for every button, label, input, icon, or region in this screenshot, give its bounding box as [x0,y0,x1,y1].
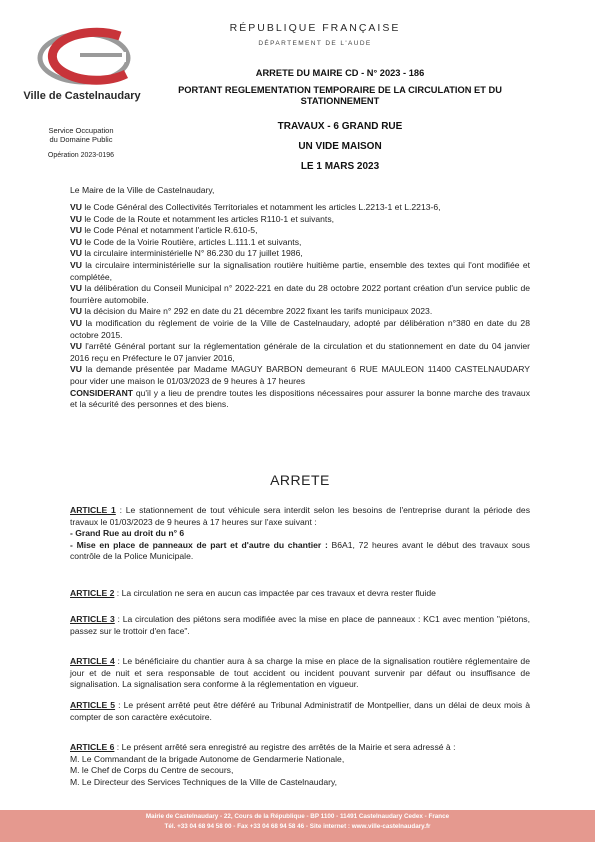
works-date: LE 1 MARS 2023 [300,161,380,172]
text-span: la modification du règlement de voirie de la Ville de Castelnaudary, adopté par délibération n°380 en date du 28 octobre 2015. [70,317,530,340]
text-span: la circulaire interministérielle sur la signalisation routière huitième partie, ensemble des textes qui l'ont modifiée et complétée, [70,259,530,282]
article-1-item: - Grand Rue au droit du n° 6 [70,528,185,539]
vu-item [70,283,530,306]
text-span: l'arrêté Général portant sur la réglementation générale de la circulation et du stationnement en date du 04 janvier 2016 reçu en Préfecture le 07 janvier 2016, [70,341,530,363]
text-span: le Code Pénal et notamment l'article R.610-5, [81,225,258,236]
recipient: M. le Chef de Corps du Centre de secours, [70,765,234,776]
vu-item [70,341,530,364]
vu-item [70,214,530,226]
service-line-2: du Domaine Public [49,135,113,144]
text-span: qu'il y a lieu de prendre toutes les dispositions nécessaires pour assurer la bonne marche des travaux et la sécurité des personnes et des biens. [70,387,530,410]
text-span: : La circulation ne sera en aucun cas impactée par ces travaux et devra rester fluide [114,588,436,598]
text-span: B6A1, 72 heures avant le début des travaux sous contrôle de la Police Municipale. [70,539,530,562]
text-span: la circulaire interministérielle N° 86.230 du 17 juillet 1986, [81,248,303,259]
footer-contact: Tél. +33 04 68 94 58 00 - Fax +33 04 68 94 58 46 - Site internet : www.ville-castelnaudary.fr [164,823,431,830]
article-4 [70,656,530,691]
text-span: VU [70,202,82,212]
footer-address: Mairie de Castelnaudary - 22, Cours de la République - BP 1100 - 11491 Castelnaudary Cedex - France [145,813,450,820]
text-span: la délibération du Conseil Municipal n° 2022-221 en date du 28 octobre 2022 portant création d'un service public de fourrière automobile. [70,283,530,305]
text-span: : Le présent arrêté peut être déféré au Tribunal Administratif de Montpellier, dans un délai de deux mois à compter de son caractère exécutoire. [70,700,530,722]
department-heading: DÉPARTEMENT DE L'AUDE [258,40,372,47]
vu-item [70,248,530,260]
text-span: VU [70,306,82,317]
republic-heading: RÉPUBLIQUE FRANÇAISE [229,22,401,34]
works-description: UN VIDE MAISON [298,141,382,152]
works-location: TRAVAUX - 6 GRAND RUE [277,121,403,132]
article-2 [70,588,530,600]
vu-item [70,306,530,318]
text-span: VU [70,236,82,247]
arrete-heading: ARRETE [270,472,330,488]
city-name: Ville de Castelnaudary [23,90,141,102]
article-1 [70,505,530,563]
mayor-intro: Le Maire de la Ville de Castelnaudary, [70,185,215,195]
vu-item [70,237,530,249]
text-span: le Code Général des Collectivités Territoriales et notamment les articles L.2213-1 et L.2213-6, [81,202,441,212]
vu-item [70,225,530,237]
article-2-label: ARTICLE 2 [70,588,115,598]
text-span: la décision du Maire n° 292 en date du 21 décembre 2022 fixant les tarifs municipaux 2023. [81,306,433,317]
text-span: : Le bénéficiaire du chantier aura à sa charge la mise en place de la signalisation routière réglementaire de jour et de nuit et sera responsable de tout accident ou incident pouvant survenir par défaut ou insuffisance de signalisation. La signalisation sera conforme à la réglementation en vigueur. [70,656,530,690]
text-span: - Mise en place de panneaux de part et d'autre du chantier : [70,539,328,550]
vu-list [70,202,530,411]
article-6 [70,742,530,788]
text-span: la demande présentée par Madame MAGUY BARBON demeurant 6 RUE MAULEON 11400 CASTELNAUDARY pour vider une maison le 01/03/2023 de 9 heures à 17 heures [70,364,530,386]
recipient: M. Le Commandant de la brigade Autonome de Gendarmerie Nationale, [70,753,345,764]
text-span: VU [70,317,82,328]
text-span: VU [70,283,82,294]
vu-item [70,260,530,283]
text-span: VU [70,259,82,270]
article-3 [70,614,530,637]
article-1-label: ARTICLE 1 [70,505,116,515]
text-span: VU [70,341,82,352]
text-span: : Le présent arrêté sera enregistré au registre des arrêtés de la Mairie et sera adressé à : [114,742,456,752]
text-span: VU [70,248,82,259]
vu-item [70,202,530,214]
text-span: : La circulation des piétons sera modifiée avec la mise en place de panneaux : KC1 avec mention "piétons, passez sur le trottoir d'en face". [70,614,530,636]
article-5 [70,700,530,723]
service-line-1: Service Occupation [48,126,114,135]
text-span: VU [70,213,82,224]
service-label [22,126,140,144]
vu-item [70,318,530,341]
vu-item [70,364,530,387]
article-3-label: ARTICLE 3 [70,614,115,624]
recipient: M. Le Directeur des Services Techniques de la Ville de Castelnaudary, [70,776,338,787]
article-4-label: ARTICLE 4 [70,656,115,666]
text-span: le Code de la Voirie Routière, articles L.111.1 et suivants, [81,236,302,247]
article-1-item [70,540,530,563]
decree-number: ARRETE DU MAIRE CD - N° 2023 - 186 [255,68,425,78]
text-span: VU [70,225,82,236]
text-span: : Le stationnement de tout véhicule sera interdit selon les besoins de l'entreprise durant la période des travaux le 01/03/2023 de 9 heures à 17 heures sur l'axe suivant : [70,505,531,527]
article-6-label: ARTICLE 6 [70,742,115,752]
decree-subject: PORTANT REGLEMENTATION TEMPORAIRE DE LA CIRCULATION ET DU STATIONNEMENT [178,85,502,106]
text-span: VU [70,364,82,375]
article-5-label: ARTICLE 5 [70,700,116,710]
considerant-item [70,388,530,411]
text-span: CONSIDERANT [70,387,134,398]
text-span: le Code de la Route et notamment les articles R110-1 et suivants, [81,213,335,224]
operation-number: Opération 2023-0196 [47,152,115,159]
